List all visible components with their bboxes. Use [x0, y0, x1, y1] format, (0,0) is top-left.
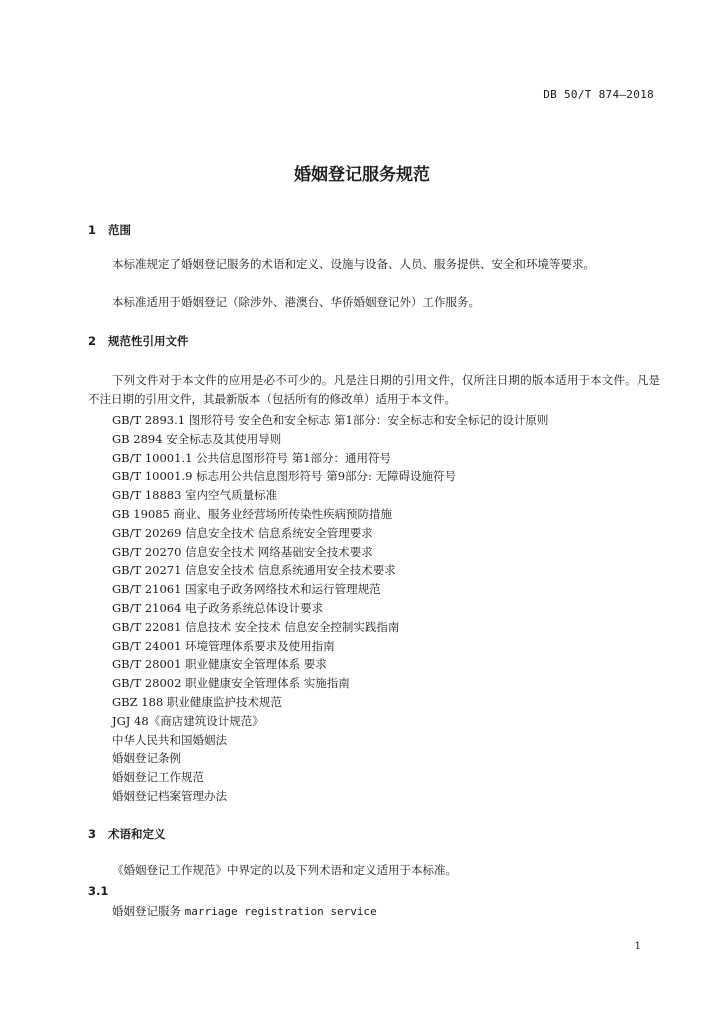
reference-item: GB/T 22081 信息技术 安全技术 信息安全控制实践指南	[112, 619, 400, 634]
reference-item: GB/T 21061 国家电子政务网络技术和运行管理规范	[112, 582, 381, 597]
reference-item: GB/T 28002 职业健康安全管理体系 实施指南	[112, 676, 350, 691]
reference-item: 婚姻登记工作规范	[112, 770, 204, 785]
section-title: 规范性引用文件	[108, 334, 189, 348]
reference-item: 婚姻登记条例	[112, 751, 181, 766]
reference-item: 婚姻登记档案管理办法	[112, 788, 227, 803]
reference-item: GB/T 10001.1 公共信息图形符号 第1部分：通用符号	[112, 450, 392, 465]
section-number: 2	[88, 334, 97, 348]
term-number: 3.1	[88, 884, 109, 898]
section-1-paragraph-2	[88, 293, 660, 312]
section-1-paragraph-1	[88, 255, 660, 274]
paragraph-text: 本标准规定了婚姻登记服务的术语和定义、设施与设备、人员、服务提供、安全和环境等要求。	[112, 257, 595, 271]
section-number: 3	[88, 827, 97, 841]
section-2-paragraph-1	[88, 371, 660, 409]
page-title: 婚姻登记服务规范	[294, 165, 430, 185]
section-title: 术语和定义	[108, 827, 166, 841]
reference-item: GB/T 18883 室内空气质量标准	[112, 488, 278, 503]
term-english: marriage registration service	[184, 905, 377, 918]
page-number: 1	[634, 941, 641, 952]
section-3-heading	[88, 826, 166, 842]
reference-item: GB/T 20269 信息安全技术 信息系统安全管理要求	[112, 525, 373, 540]
doc-code: DB 50/T 874—2018	[543, 88, 654, 101]
reference-item: GBZ 188 职业健康监护技术规范	[112, 694, 282, 709]
reference-item: GB/T 21064 电子政务系统总体设计要求	[112, 600, 324, 615]
section-3-paragraph-1	[88, 861, 660, 880]
reference-item: GB/T 2893.1 图形符号 安全色和安全标志 第1部分：安全标志和安全标记的设计原则	[112, 413, 549, 427]
term-chinese: 婚姻登记服务	[112, 904, 181, 918]
section-number: 1	[88, 223, 97, 237]
paragraph-text: 本标准适用于婚姻登记（除涉外、港澳台、华侨婚姻登记外）工作服务。	[112, 295, 480, 309]
reference-item: GB/T 28001 职业健康安全管理体系 要求	[112, 657, 327, 672]
reference-item: GB 19085 商业、服务业经营场所传染性疾病预防措施	[112, 506, 393, 521]
reference-item: 中华人民共和国婚姻法	[112, 732, 227, 747]
reference-item: JGJ 48《商店建筑设计规范》	[112, 713, 264, 728]
reference-item: GB/T 20271 信息安全技术 信息系统通用安全技术要求	[112, 563, 396, 578]
reference-item: GB/T 24001 环境管理体系要求及使用指南	[112, 638, 335, 653]
term-entry	[112, 903, 377, 919]
section-1-heading	[88, 222, 131, 238]
reference-item: GB/T 10001.9 标志用公共信息图形符号 第9部分: 无障碍设施符号	[112, 469, 457, 484]
reference-list	[112, 411, 548, 806]
section-2-heading	[88, 333, 189, 349]
paragraph-text: 下列文件对于本文件的应用是必不可少的。凡是注日期的引用文件，仅所注日期的版本适用于本文件。凡是不注日期的引用文件，其最新版本（包括所有的修改单）适用于本文件。	[88, 373, 660, 406]
reference-item: GB 2894 安全标志及其使用导则	[112, 431, 282, 446]
reference-item: GB/T 20270 信息安全技术 网络基础安全技术要求	[112, 544, 373, 559]
section-title: 范围	[108, 223, 131, 237]
paragraph-text: 《婚姻登记工作规范》中界定的以及下列术语和定义适用于本标准。	[112, 863, 457, 877]
